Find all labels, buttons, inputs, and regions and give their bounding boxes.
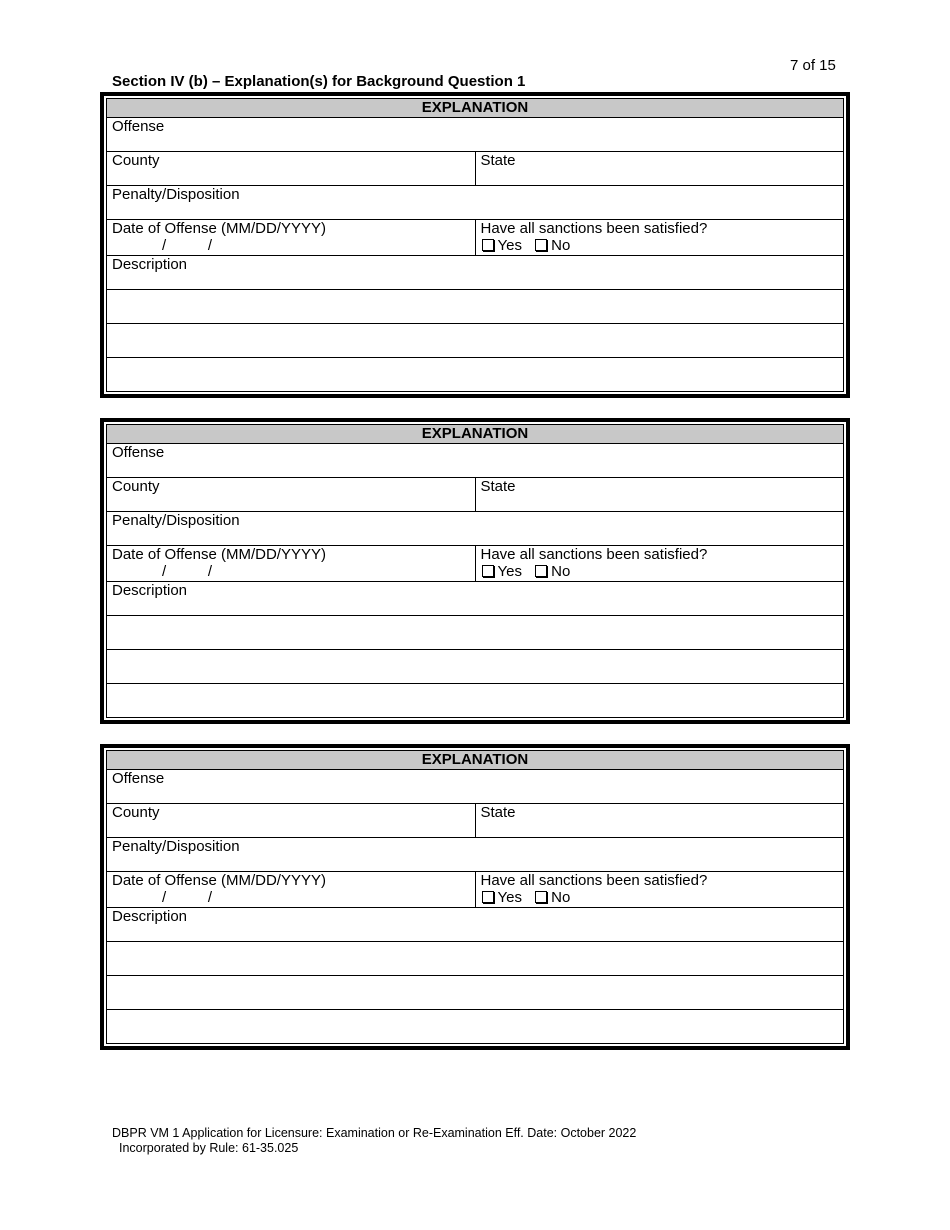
date-label: Date of Offense (MM/DD/YYYY) <box>112 872 326 889</box>
penalty-label: Penalty/Disposition <box>112 838 240 855</box>
description-label: Description <box>112 256 188 273</box>
yes-option[interactable] <box>481 889 522 906</box>
date-slashes: / / <box>162 563 213 580</box>
yes-label: Yes <box>497 237 522 254</box>
sanctions-field <box>475 872 844 908</box>
offense-label: Offense <box>112 770 165 787</box>
explanation-header: EXPLANATION <box>107 425 844 444</box>
yes-option[interactable] <box>481 563 522 580</box>
yes-label: Yes <box>497 889 522 906</box>
description-field[interactable] <box>107 256 844 290</box>
date-of-offense-field[interactable] <box>107 220 476 256</box>
description-label: Description <box>112 582 188 599</box>
description-line[interactable] <box>107 942 844 976</box>
description-line[interactable] <box>107 1010 844 1044</box>
description-label: Description <box>112 908 188 925</box>
yes-checkbox-icon[interactable] <box>482 891 494 903</box>
explanation-header: EXPLANATION <box>107 751 844 770</box>
explanation-box <box>100 92 850 398</box>
footer <box>112 1126 636 1156</box>
sanctions-field <box>475 546 844 582</box>
no-label: No <box>551 563 571 580</box>
description-field[interactable] <box>107 582 844 616</box>
state-field[interactable] <box>475 478 844 512</box>
no-option[interactable] <box>534 889 570 906</box>
no-label: No <box>551 237 571 254</box>
yes-label: Yes <box>497 563 522 580</box>
no-checkbox-icon[interactable] <box>535 565 547 577</box>
sanctions-question: Have all sanctions been satisfied? <box>480 872 708 889</box>
state-label: State <box>480 478 516 495</box>
explanation-box <box>100 418 850 724</box>
explanation-box <box>100 744 850 1050</box>
no-label: No <box>551 889 571 906</box>
description-line[interactable] <box>107 324 844 358</box>
yes-checkbox-icon[interactable] <box>482 239 494 251</box>
sanctions-question: Have all sanctions been satisfied? <box>480 546 708 563</box>
county-label: County <box>112 478 160 495</box>
county-field[interactable] <box>107 478 476 512</box>
date-label: Date of Offense (MM/DD/YYYY) <box>112 546 326 563</box>
explanation-header: EXPLANATION <box>107 99 844 118</box>
state-field[interactable] <box>475 152 844 186</box>
no-option[interactable] <box>534 237 570 254</box>
county-field[interactable] <box>107 804 476 838</box>
section-title: Section IV (b) – Explanation(s) for Background Question 1 <box>112 73 526 90</box>
no-checkbox-icon[interactable] <box>535 239 547 251</box>
penalty-label: Penalty/Disposition <box>112 186 240 203</box>
footer-rule: Incorporated by Rule: 61-35.025 <box>119 1141 299 1155</box>
sanctions-field <box>475 220 844 256</box>
offense-label: Offense <box>112 118 165 135</box>
description-line[interactable] <box>107 684 844 718</box>
state-field[interactable] <box>475 804 844 838</box>
offense-field[interactable] <box>107 444 844 478</box>
state-label: State <box>480 152 516 169</box>
offense-field[interactable] <box>107 770 844 804</box>
date-slashes: / / <box>162 889 213 906</box>
no-option[interactable] <box>534 563 570 580</box>
description-line[interactable] <box>107 650 844 684</box>
yes-checkbox-icon[interactable] <box>482 565 494 577</box>
page-number: 7 of 15 <box>790 57 836 74</box>
date-of-offense-field[interactable] <box>107 546 476 582</box>
offense-label: Offense <box>112 444 165 461</box>
description-line[interactable] <box>107 290 844 324</box>
penalty-field[interactable] <box>107 512 844 546</box>
description-line[interactable] <box>107 358 844 392</box>
penalty-field[interactable] <box>107 838 844 872</box>
county-field[interactable] <box>107 152 476 186</box>
date-label: Date of Offense (MM/DD/YYYY) <box>112 220 326 237</box>
footer-form-info: DBPR VM 1 Application for Licensure: Examination or Re-Examination Eff. Date: October 2022 <box>112 1126 637 1140</box>
penalty-label: Penalty/Disposition <box>112 512 240 529</box>
date-slashes: / / <box>162 237 213 254</box>
no-checkbox-icon[interactable] <box>535 891 547 903</box>
description-line[interactable] <box>107 976 844 1010</box>
description-line[interactable] <box>107 616 844 650</box>
penalty-field[interactable] <box>107 186 844 220</box>
state-label: State <box>480 804 516 821</box>
description-field[interactable] <box>107 908 844 942</box>
county-label: County <box>112 152 160 169</box>
sanctions-question: Have all sanctions been satisfied? <box>480 220 708 237</box>
offense-field[interactable] <box>107 118 844 152</box>
yes-option[interactable] <box>481 237 522 254</box>
county-label: County <box>112 804 160 821</box>
date-of-offense-field[interactable] <box>107 872 476 908</box>
